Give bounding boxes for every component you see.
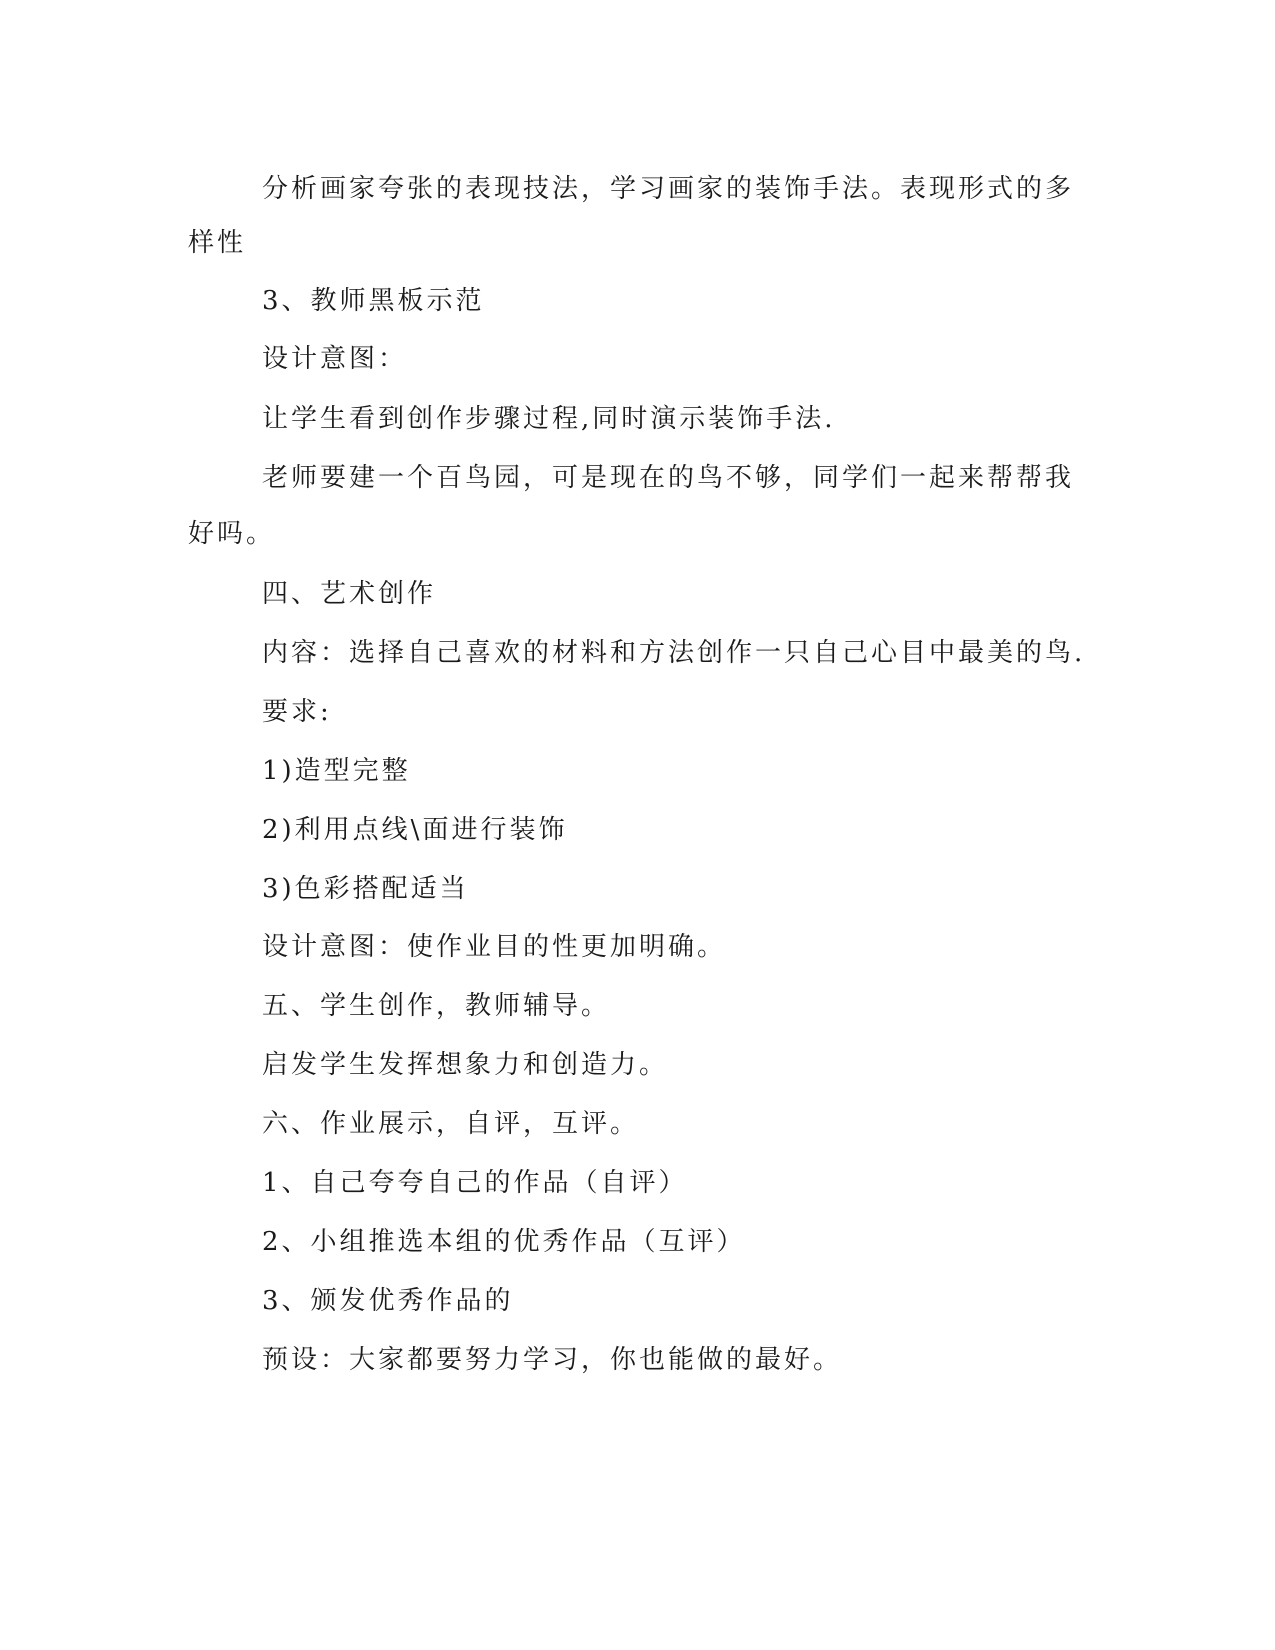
list-item: 2、小组推选本组的优秀作品（互评） <box>262 1227 746 1257</box>
section-heading: 六、作业展示，自评，互评。 <box>262 1109 640 1139</box>
paragraph-line: 设计意图：使作业目的性更加明确。 <box>262 932 727 962</box>
section-heading: 3、教师黑板示范 <box>262 286 485 316</box>
list-item: 3、颁发优秀作品的 <box>262 1286 514 1316</box>
paragraph-line: 要求: <box>262 697 332 727</box>
paragraph-line: 内容：选择自己喜欢的材料和方法创作一只自己心目中最美的鸟. <box>262 638 1086 668</box>
paragraph-line: 设计意图： <box>262 344 408 374</box>
paragraph-line: 启发学生发挥想象力和创造力。 <box>262 1050 669 1080</box>
list-item: 1、自己夸夸自己的作品（自评） <box>262 1168 688 1198</box>
section-heading: 四、艺术创作 <box>262 579 437 609</box>
paragraph-line: 让学生看到创作步骤过程,同时演示装饰手法. <box>262 404 836 434</box>
list-item: 2)利用点线\面进行装饰 <box>262 815 568 845</box>
list-item: 1)造型完整 <box>262 756 411 786</box>
section-heading: 五、学生创作，教师辅导。 <box>262 991 611 1021</box>
paragraph-line: 样性 <box>188 228 247 258</box>
paragraph-line: 老师要建一个百鸟园，可是现在的鸟不够，同学们一起来帮帮我 <box>262 463 1075 493</box>
paragraph-line: 预设：大家都要努力学习，你也能做的最好。 <box>262 1345 843 1375</box>
paragraph-line: 分析画家夸张的表现技法，学习画家的装饰手法。表现形式的多 <box>262 174 1075 204</box>
paragraph-line: 好吗。 <box>188 519 276 549</box>
list-item: 3)色彩搭配适当 <box>262 874 469 904</box>
